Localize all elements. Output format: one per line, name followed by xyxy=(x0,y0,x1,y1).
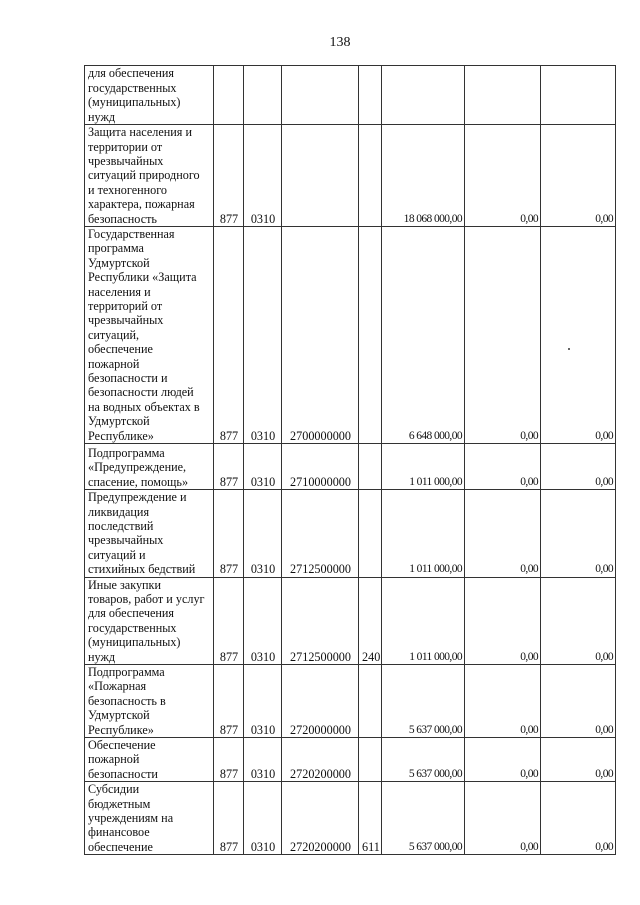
ministry-code-cell: 877 xyxy=(214,664,244,737)
ministry-code-cell: 877 xyxy=(214,444,244,490)
table-row xyxy=(85,444,616,490)
table-row xyxy=(85,66,616,125)
amount2-cell: 0,00 xyxy=(465,227,541,444)
amount-cell xyxy=(382,66,465,125)
row-name: Подпрограмма «Предупреждение, спасение, помощь» xyxy=(88,445,189,489)
expense-type-cell xyxy=(359,490,382,577)
row-name-cell xyxy=(85,125,214,227)
table-row xyxy=(85,664,616,737)
table-row xyxy=(85,125,616,227)
ministry-code-cell: 877 xyxy=(214,738,244,782)
scan-speck xyxy=(568,348,570,350)
expense-type-cell xyxy=(359,664,382,737)
row-name: Обеспечение пожарной безопасности xyxy=(88,738,158,781)
amount-cell: 5 637 000,00 xyxy=(382,782,465,855)
target-article-cell: 2720200000 xyxy=(282,782,359,855)
expense-type-cell xyxy=(359,444,382,490)
row-name-cell xyxy=(85,227,214,444)
row-name-cell xyxy=(85,66,214,125)
section-code-cell: 0310 xyxy=(244,664,282,737)
amount-cell: 5 637 000,00 xyxy=(382,738,465,782)
target-article-cell xyxy=(282,66,359,125)
table-row xyxy=(85,738,616,782)
ministry-code-cell: 877 xyxy=(214,577,244,664)
amount-cell: 6 648 000,00 xyxy=(382,227,465,444)
table-row xyxy=(85,227,616,444)
section-code-cell: 0310 xyxy=(244,227,282,444)
amount2-cell: 0,00 xyxy=(465,444,541,490)
budget-table xyxy=(84,65,616,855)
ministry-code-cell: 877 xyxy=(214,125,244,227)
amount2-cell: 0,00 xyxy=(465,577,541,664)
amount3-cell: 0,00 xyxy=(541,227,616,444)
expense-type-cell xyxy=(359,227,382,444)
expense-type-cell xyxy=(359,125,382,227)
section-code-cell: 0310 xyxy=(244,490,282,577)
target-article-cell: 2712500000 xyxy=(282,577,359,664)
ministry-code-cell: 877 xyxy=(214,782,244,855)
amount3-cell: 0,00 xyxy=(541,577,616,664)
amount3-cell: 0,00 xyxy=(541,664,616,737)
target-article-cell: 2710000000 xyxy=(282,444,359,490)
amount2-cell: 0,00 xyxy=(465,738,541,782)
amount3-cell xyxy=(541,66,616,125)
target-article-cell: 2700000000 xyxy=(282,227,359,444)
row-name-cell xyxy=(85,782,214,855)
amount-cell: 1 011 000,00 xyxy=(382,577,465,664)
table-row xyxy=(85,490,616,577)
expense-type-cell xyxy=(359,738,382,782)
amount-cell: 5 637 000,00 xyxy=(382,664,465,737)
section-code-cell: 0310 xyxy=(244,577,282,664)
expense-type-cell: 240 xyxy=(359,577,382,664)
row-name: Защита населения и территории от чрезвычайных ситуаций природного и техногенного характера, пожарная безопасность xyxy=(88,125,200,226)
section-code-cell: 0310 xyxy=(244,782,282,855)
amount-cell: 1 011 000,00 xyxy=(382,490,465,577)
row-name-cell xyxy=(85,664,214,737)
row-name-cell xyxy=(85,444,214,490)
row-name-cell xyxy=(85,490,214,577)
amount2-cell: 0,00 xyxy=(465,490,541,577)
amount3-cell: 0,00 xyxy=(541,444,616,490)
target-article-cell xyxy=(282,125,359,227)
table-body xyxy=(85,66,616,855)
ministry-code-cell: 877 xyxy=(214,227,244,444)
ministry-code-cell: 877 xyxy=(214,490,244,577)
section-code-cell: 0310 xyxy=(244,125,282,227)
table-row xyxy=(85,577,616,664)
row-name: Государственная программа Удмуртской Республики «Защита населения и территорий от чрезвычайных ситуаций, обеспечение пожарной безопасности и безопасности людей на водных объектах в Удмуртской Республике» xyxy=(88,227,200,443)
page-number: 138 xyxy=(329,35,351,50)
amount-cell: 1 011 000,00 xyxy=(382,444,465,490)
row-name-cell xyxy=(85,738,214,782)
amount3-cell: 0,00 xyxy=(541,125,616,227)
row-name: Предупреждение и ликвидация последствий чрезвычайных ситуаций и стихийных бедствий xyxy=(88,490,196,577)
amount2-cell: 0,00 xyxy=(465,664,541,737)
row-name: Подпрограмма «Пожарная безопасность в Удмуртской Республике» xyxy=(88,664,166,737)
table-row xyxy=(85,782,616,855)
amount3-cell: 0,00 xyxy=(541,782,616,855)
row-name: Иные закупки товаров, работ и услуг для обеспечения государственных (муниципальных) нужд xyxy=(88,577,205,664)
target-article-cell: 2712500000 xyxy=(282,490,359,577)
amount3-cell: 0,00 xyxy=(541,490,616,577)
target-article-cell: 2720000000 xyxy=(282,664,359,737)
section-code-cell: 0310 xyxy=(244,738,282,782)
target-article-cell: 2720200000 xyxy=(282,738,359,782)
amount3-cell: 0,00 xyxy=(541,738,616,782)
section-code-cell xyxy=(244,66,282,125)
amount2-cell xyxy=(465,66,541,125)
amount-cell: 18 068 000,00 xyxy=(382,125,465,227)
section-code-cell: 0310 xyxy=(244,444,282,490)
amount2-cell: 0,00 xyxy=(465,125,541,227)
expense-type-cell xyxy=(359,66,382,125)
row-name: для обеспечения государственных (муниципальных) нужд xyxy=(88,66,181,124)
expense-type-cell: 611 xyxy=(359,782,382,855)
amount2-cell: 0,00 xyxy=(465,782,541,855)
row-name: Субсидии бюджетным учреждениям на финансовое обеспечение xyxy=(88,782,174,854)
row-name-cell xyxy=(85,577,214,664)
ministry-code-cell xyxy=(214,66,244,125)
